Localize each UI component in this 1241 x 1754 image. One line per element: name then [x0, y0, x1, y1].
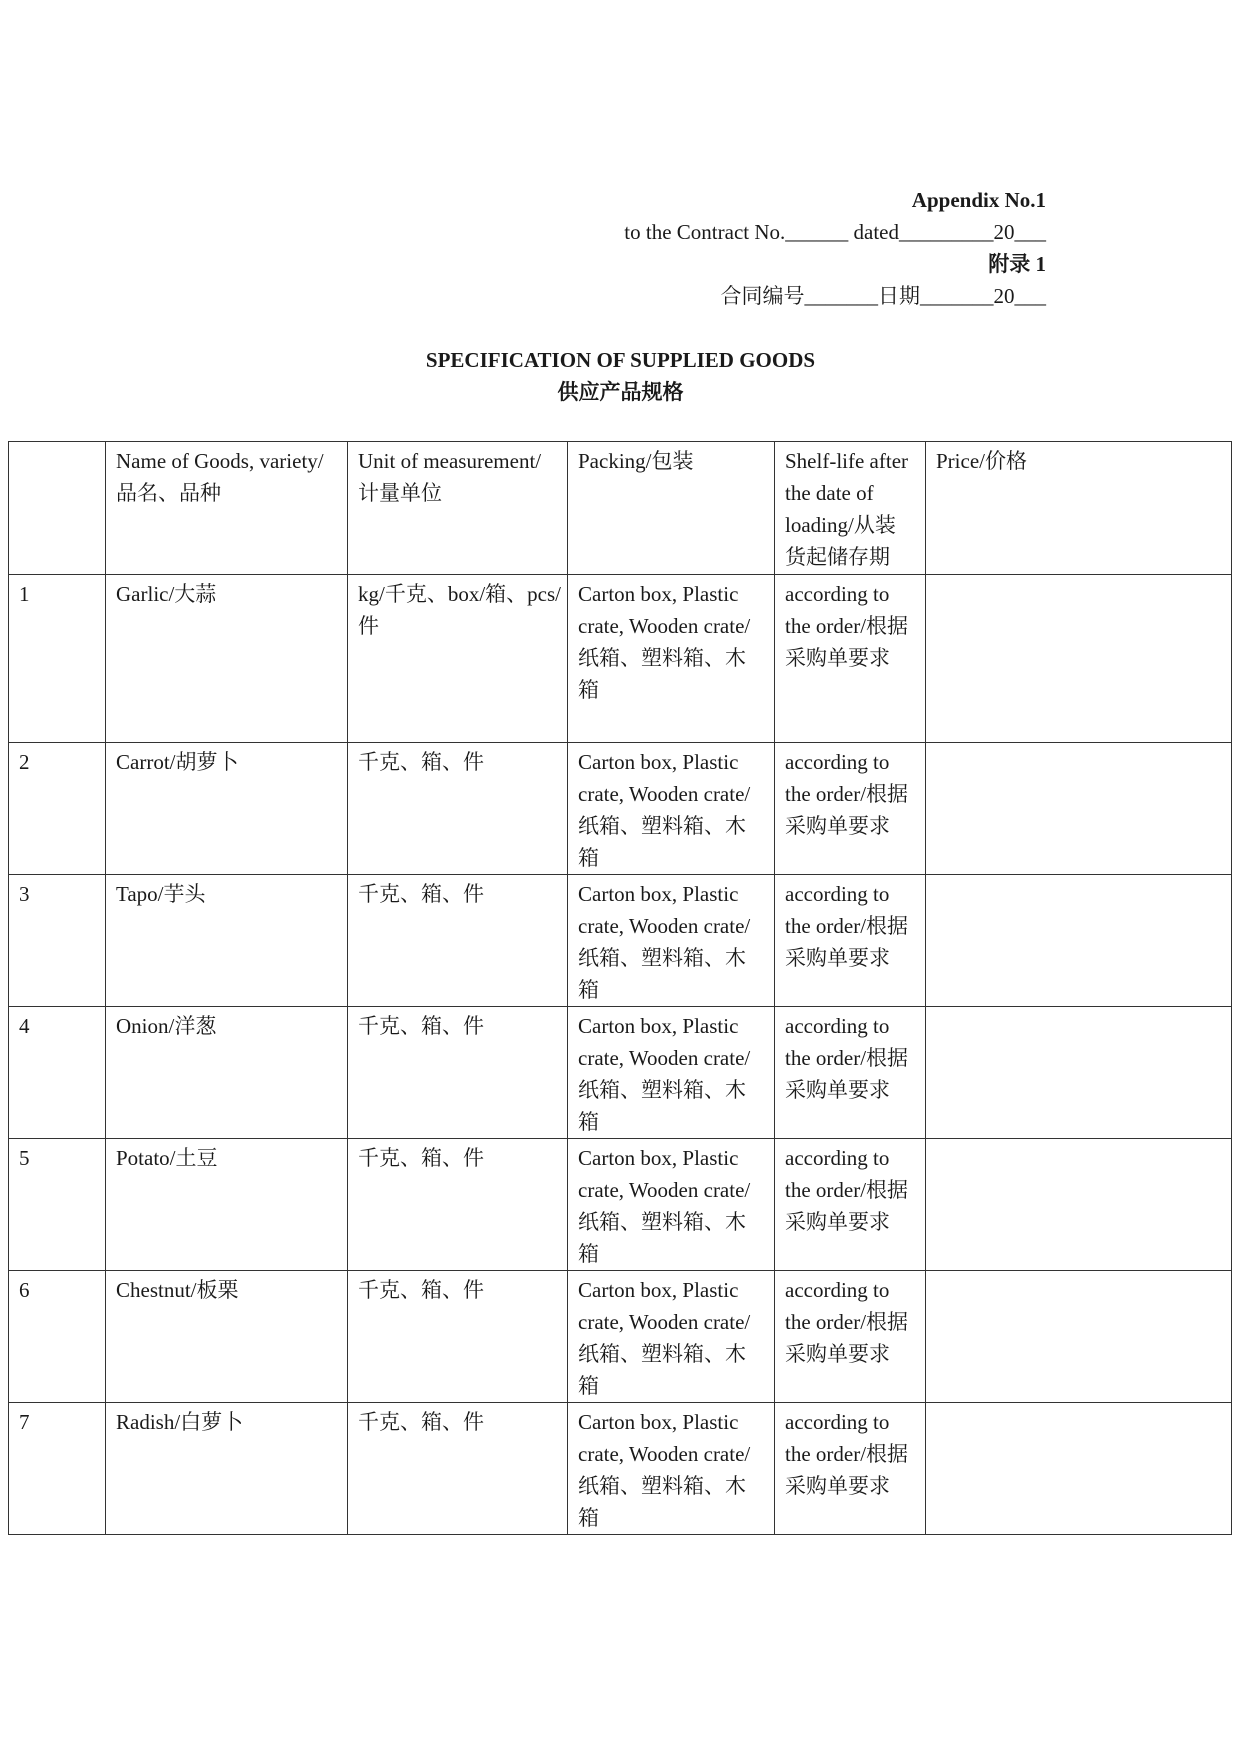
cell-text-line: according to	[785, 1410, 890, 1434]
table-row	[9, 1271, 1232, 1403]
cell-text-line: 采购单要求	[785, 814, 890, 838]
cell-text-line: according to	[785, 882, 890, 906]
cell-packing	[568, 1139, 775, 1271]
cell-price	[926, 1139, 1232, 1271]
cell-name: Onion/洋葱	[106, 1007, 348, 1139]
appendix-title-cn: 附录 1	[988, 252, 1046, 276]
cell-text-line: the order/根据	[785, 782, 909, 806]
cell-text-line: according to	[785, 750, 890, 774]
cell-text-line: Price/价格	[936, 449, 1027, 473]
cell-text-line: Carton box, Plastic	[578, 882, 739, 906]
cell-text-line: loading/从装	[785, 513, 896, 537]
cell-text-line: the date of	[785, 481, 874, 505]
cell-text-line: Carton box, Plastic	[578, 750, 739, 774]
cell-name: Chestnut/板栗	[106, 1271, 348, 1403]
header-cell-shelf-life	[775, 442, 926, 575]
cell-text-line: 箱	[578, 1110, 599, 1134]
cell-text-line: 千克、箱、件	[358, 1278, 484, 1302]
cell-text-line: 纸箱、塑料箱、木	[578, 1342, 746, 1366]
header-cell-unit	[348, 442, 568, 575]
table-row	[9, 875, 1232, 1007]
cell-text-line: 货起储存期	[785, 545, 890, 569]
header-cell-price	[926, 442, 1232, 575]
cell-name: Potato/土豆	[106, 1139, 348, 1271]
cell-text-line: 箱	[578, 678, 599, 702]
cell-number: 6	[9, 1271, 106, 1403]
header-cell-packing	[568, 442, 775, 575]
cell-number: 4	[9, 1007, 106, 1139]
table-row	[9, 1403, 1232, 1535]
cell-text-line: 纸箱、塑料箱、木	[578, 814, 746, 838]
cell-text-line: crate, Wooden crate/	[578, 914, 751, 938]
cell-text-line: 箱	[578, 1506, 599, 1530]
cell-text-line: 纸箱、塑料箱、木	[578, 1474, 746, 1498]
cell-text-line: the order/根据	[785, 914, 909, 938]
cell-shelf-life	[775, 1271, 926, 1403]
header-cell-number	[9, 442, 106, 575]
cell-text-line: 箱	[578, 978, 599, 1002]
cell-number: 5	[9, 1139, 106, 1271]
cell-text-line: Carton box, Plastic	[578, 1014, 739, 1038]
cell-text-line: Carton box, Plastic	[578, 582, 739, 606]
cell-text-line: crate, Wooden crate/	[578, 1178, 751, 1202]
appendix-header	[624, 184, 1046, 312]
cell-text-line: 纸箱、塑料箱、木	[578, 946, 746, 970]
cell-shelf-life	[775, 875, 926, 1007]
document-title-cn: 供应产品规格	[557, 380, 684, 404]
cell-name: Radish/白萝卜	[106, 1403, 348, 1535]
table-row	[9, 1139, 1232, 1271]
cell-text-line: 计量单位	[358, 481, 442, 505]
cell-text-line: 纸箱、塑料箱、木	[578, 1078, 746, 1102]
cell-text-line: the order/根据	[785, 1310, 909, 1334]
cell-text-line: 件	[358, 614, 379, 638]
cell-unit	[348, 743, 568, 875]
cell-text-line: the order/根据	[785, 1046, 909, 1070]
cell-unit	[348, 1403, 568, 1535]
cell-shelf-life	[775, 1139, 926, 1271]
cell-shelf-life	[775, 1403, 926, 1535]
cell-name: Carrot/胡萝卜	[106, 743, 348, 875]
cell-shelf-life	[775, 575, 926, 743]
cell-unit	[348, 1007, 568, 1139]
cell-text-line: 箱	[578, 846, 599, 870]
cell-text-line: crate, Wooden crate/	[578, 614, 751, 638]
cell-packing	[568, 1271, 775, 1403]
cell-text-line: according to	[785, 1278, 890, 1302]
cell-price	[926, 1007, 1232, 1139]
cell-text-line: 采购单要求	[785, 646, 890, 670]
cell-text-line: 千克、箱、件	[358, 882, 484, 906]
cell-text-line: 箱	[578, 1242, 599, 1266]
cell-text-line: Shelf-life after	[785, 449, 909, 473]
cell-text-line: 采购单要求	[785, 1342, 890, 1366]
table-row	[9, 575, 1232, 743]
cell-packing	[568, 743, 775, 875]
table-row	[9, 743, 1232, 875]
cell-text-line: Carton box, Plastic	[578, 1410, 739, 1434]
contract-reference-cn: 合同编号_______日期_______20___	[720, 284, 1046, 308]
cell-packing	[568, 875, 775, 1007]
cell-text-line: 千克、箱、件	[358, 1146, 484, 1170]
header-cell-name	[106, 442, 348, 575]
cell-number: 7	[9, 1403, 106, 1535]
cell-text-line: 采购单要求	[785, 1474, 890, 1498]
cell-text-line: crate, Wooden crate/	[578, 1310, 751, 1334]
cell-text-line: 采购单要求	[785, 946, 890, 970]
cell-text-line: kg/千克、box/箱、pcs/	[358, 582, 561, 606]
cell-text-line: according to	[785, 582, 890, 606]
cell-text-line: the order/根据	[785, 614, 909, 638]
cell-text-line: 纸箱、塑料箱、木	[578, 646, 746, 670]
cell-price	[926, 1271, 1232, 1403]
cell-text-line: Carton box, Plastic	[578, 1146, 739, 1170]
goods-specification-table	[8, 441, 1232, 1535]
cell-text-line: Packing/包装	[578, 449, 694, 473]
table-header-row	[9, 442, 1232, 575]
document-title-en: SPECIFICATION OF SUPPLIED GOODS	[425, 348, 816, 372]
cell-number: 3	[9, 875, 106, 1007]
cell-text-line: 千克、箱、件	[358, 750, 484, 774]
cell-unit	[348, 1139, 568, 1271]
cell-text-line: the order/根据	[785, 1442, 909, 1466]
cell-text-line: 采购单要求	[785, 1210, 890, 1234]
cell-number: 2	[9, 743, 106, 875]
cell-text-line: 纸箱、塑料箱、木	[578, 1210, 746, 1234]
cell-text-line: crate, Wooden crate/	[578, 782, 751, 806]
cell-number: 1	[9, 575, 106, 743]
cell-price	[926, 575, 1232, 743]
cell-text-line: Name of Goods, variety/	[116, 449, 324, 473]
cell-packing	[568, 575, 775, 743]
cell-text-line: the order/根据	[785, 1178, 909, 1202]
cell-text-line: 采购单要求	[785, 1078, 890, 1102]
cell-text-line: Unit of measurement/	[358, 449, 542, 473]
cell-shelf-life	[775, 743, 926, 875]
cell-text-line: crate, Wooden crate/	[578, 1046, 751, 1070]
cell-text-line: crate, Wooden crate/	[578, 1442, 751, 1466]
cell-price	[926, 1403, 1232, 1535]
cell-text-line: 箱	[578, 1374, 599, 1398]
cell-text-line: 千克、箱、件	[358, 1014, 484, 1038]
appendix-title-en: Appendix No.1	[911, 188, 1046, 212]
cell-text-line: 千克、箱、件	[358, 1410, 484, 1434]
cell-unit	[348, 1271, 568, 1403]
cell-name: Garlic/大蒜	[106, 575, 348, 743]
cell-shelf-life	[775, 1007, 926, 1139]
table-row	[9, 1007, 1232, 1139]
cell-packing	[568, 1007, 775, 1139]
document-title	[0, 344, 1241, 408]
cell-text-line: 品名、品种	[116, 481, 221, 505]
cell-price	[926, 875, 1232, 1007]
cell-name: Tapo/芋头	[106, 875, 348, 1007]
contract-reference-en: to the Contract No.______ dated_________20___	[624, 220, 1046, 244]
cell-unit	[348, 575, 568, 743]
cell-unit	[348, 875, 568, 1007]
cell-price	[926, 743, 1232, 875]
cell-packing	[568, 1403, 775, 1535]
cell-text-line: according to	[785, 1014, 890, 1038]
cell-text-line: Carton box, Plastic	[578, 1278, 739, 1302]
cell-text-line: according to	[785, 1146, 890, 1170]
